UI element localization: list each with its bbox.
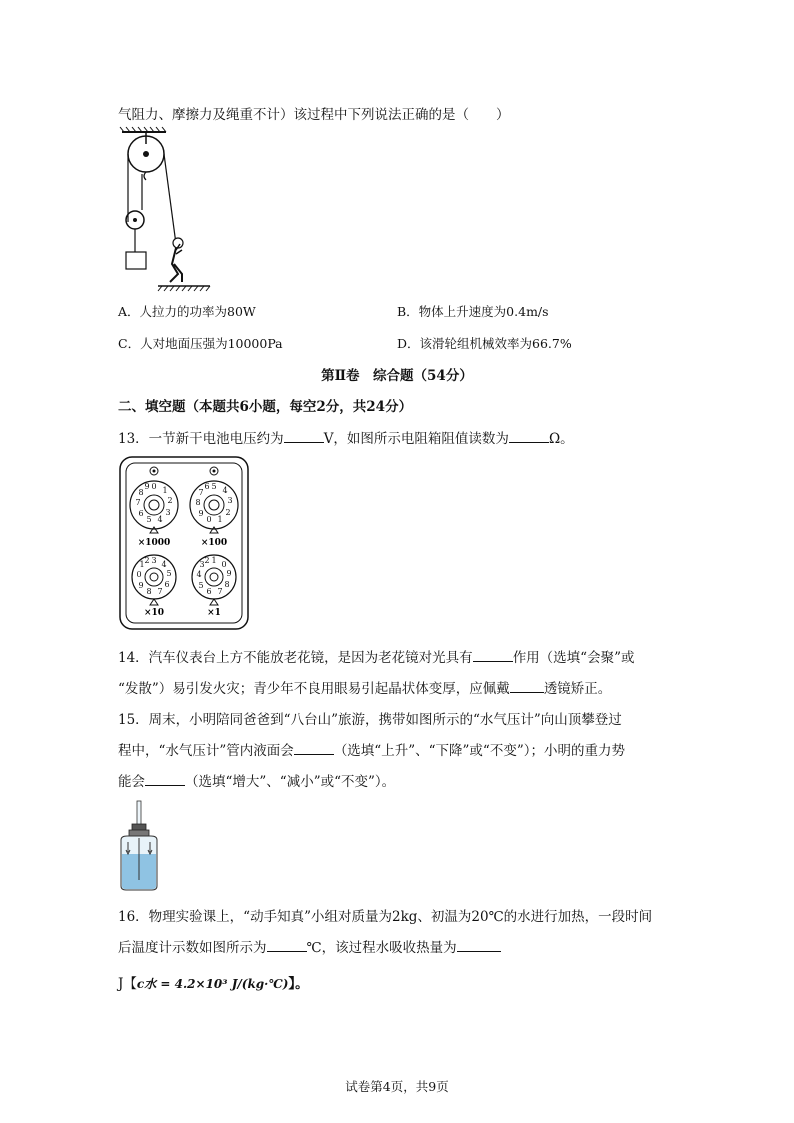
q14-text-2a: “发散”）易引发火灾；青少年不良用眼易引起晶状体变厚，应佩戴 bbox=[118, 681, 510, 697]
pulley-figure bbox=[118, 126, 218, 296]
svg-text:2: 2 bbox=[144, 556, 150, 565]
svg-text:5: 5 bbox=[146, 515, 152, 524]
q12-stem: 气阻力、摩擦力及绳重不计）该过程中下列说法正确的是（ ） bbox=[118, 107, 510, 123]
q13-text bbox=[118, 427, 574, 447]
q16-line3 bbox=[118, 972, 309, 992]
q13-blank-1[interactable] bbox=[284, 428, 324, 443]
q16-blank-1[interactable] bbox=[267, 937, 307, 952]
svg-text:0: 0 bbox=[206, 515, 212, 524]
svg-text:1: 1 bbox=[211, 556, 217, 565]
svg-text:0: 0 bbox=[151, 482, 157, 491]
svg-text:5: 5 bbox=[211, 482, 217, 491]
svg-text:9: 9 bbox=[198, 509, 204, 518]
q15-line3 bbox=[118, 770, 395, 790]
water-barometer-figure bbox=[118, 800, 160, 892]
q16-text-3b: 】。 bbox=[288, 976, 309, 992]
svg-text:4: 4 bbox=[161, 560, 167, 569]
q13-part3: Ω。 bbox=[548, 431, 574, 447]
svg-text:0: 0 bbox=[136, 570, 142, 579]
q14-blank-1[interactable] bbox=[473, 647, 513, 662]
q14-text-2b: 透镜矫正。 bbox=[543, 681, 612, 697]
svg-text:3: 3 bbox=[227, 496, 233, 505]
q16-text-2a: 后温度计示数如图所示为 bbox=[118, 940, 267, 956]
svg-text:1: 1 bbox=[162, 486, 168, 495]
svg-text:9: 9 bbox=[144, 482, 150, 491]
svg-text:2: 2 bbox=[225, 508, 231, 517]
svg-text:3: 3 bbox=[199, 560, 205, 569]
dial-x1-label: ×1 bbox=[207, 608, 221, 618]
q15-text-2a: 程中，“水气压计”管内液面会 bbox=[118, 743, 294, 759]
dial-x1000-label: ×1000 bbox=[137, 538, 171, 548]
option-c: C．人对地面压强为10000Pa bbox=[118, 336, 283, 351]
svg-text:5: 5 bbox=[198, 581, 204, 590]
q13-blank-2[interactable] bbox=[509, 428, 549, 443]
svg-text:4: 4 bbox=[222, 486, 228, 495]
svg-text:9: 9 bbox=[226, 569, 232, 578]
svg-text:0: 0 bbox=[221, 560, 227, 569]
svg-text:4: 4 bbox=[196, 570, 202, 579]
svg-text:7: 7 bbox=[217, 587, 223, 596]
svg-text:2: 2 bbox=[167, 496, 173, 505]
q14-text-1b: 作用（选填“会聚”或 bbox=[512, 650, 635, 666]
q15-text-2b: （选填“上升”、“下降”或“不变”）；小明的重力势 bbox=[333, 743, 625, 759]
svg-text:8: 8 bbox=[195, 498, 201, 507]
part-title: 第Ⅱ卷 综合题（54分） bbox=[321, 368, 473, 384]
q14-line1 bbox=[118, 646, 635, 666]
q16-line1: 16．物理实验课上，“动手知真”小组对质量为2kg、初温为20℃的水进行加热，一段时间 bbox=[118, 909, 653, 925]
q14-line2 bbox=[118, 677, 611, 697]
dial-x100-label: ×100 bbox=[200, 538, 228, 548]
svg-text:9: 9 bbox=[138, 581, 144, 590]
q16-blank-2[interactable] bbox=[457, 937, 501, 952]
svg-text:3: 3 bbox=[151, 556, 157, 565]
q15-line2 bbox=[118, 739, 625, 759]
dial-x10-label: ×10 bbox=[143, 608, 165, 618]
svg-text:1: 1 bbox=[139, 560, 145, 569]
svg-text:4: 4 bbox=[157, 515, 163, 524]
q15-text-3a: 能会 bbox=[118, 774, 145, 790]
resistance-box-figure bbox=[118, 455, 250, 631]
svg-text:6: 6 bbox=[138, 509, 144, 518]
svg-text:3: 3 bbox=[165, 508, 171, 517]
svg-text:7: 7 bbox=[198, 488, 204, 497]
specific-heat-formula: c水 = 4.2×10³ J/(kg·℃) bbox=[136, 977, 289, 991]
svg-text:7: 7 bbox=[157, 587, 163, 596]
q15-text-3b: （选填“增大”、“减小”或“不变”）。 bbox=[185, 774, 396, 790]
svg-text:2: 2 bbox=[204, 556, 210, 565]
q15-blank-2[interactable] bbox=[145, 771, 185, 786]
q16-text-2b: ℃，该过程水吸收热量为 bbox=[306, 940, 457, 956]
svg-text:8: 8 bbox=[138, 488, 144, 497]
svg-text:6: 6 bbox=[164, 580, 170, 589]
svg-text:6: 6 bbox=[204, 482, 210, 491]
svg-text:8: 8 bbox=[146, 587, 152, 596]
q16-text-3a: J【 bbox=[118, 976, 137, 992]
section-heading: 二、填空题（本题共6小题，每空2分，共24分） bbox=[118, 399, 413, 415]
q13-part1: 13．一节新干电池电压约为 bbox=[118, 431, 284, 447]
svg-text:5: 5 bbox=[166, 569, 172, 578]
q15-blank-1[interactable] bbox=[294, 740, 334, 755]
q13-part2: V，如图所示电阻箱阻值读数为 bbox=[323, 431, 509, 447]
q15-line1: 15．周末，小明陪同爸爸到“八台山”旅游，携带如图所示的“水气压计”向山顶攀登过 bbox=[118, 712, 622, 728]
option-b: B．物体上升速度为0.4m/s bbox=[397, 304, 549, 319]
q14-text-1a: 14．汽车仪表台上方不能放老花镜，是因为老花镜对光具有 bbox=[118, 650, 473, 666]
svg-text:7: 7 bbox=[135, 498, 141, 507]
option-d: D．该滑轮组机械效率为66.7% bbox=[397, 336, 572, 351]
svg-text:1: 1 bbox=[217, 515, 223, 524]
option-a: A．人拉力的功率为80W bbox=[118, 304, 256, 319]
q14-blank-2[interactable] bbox=[510, 678, 544, 693]
page-footer: 试卷第4页，共9页 bbox=[345, 1079, 449, 1094]
q16-line2 bbox=[118, 936, 501, 956]
svg-text:6: 6 bbox=[206, 587, 212, 596]
svg-text:8: 8 bbox=[224, 580, 230, 589]
